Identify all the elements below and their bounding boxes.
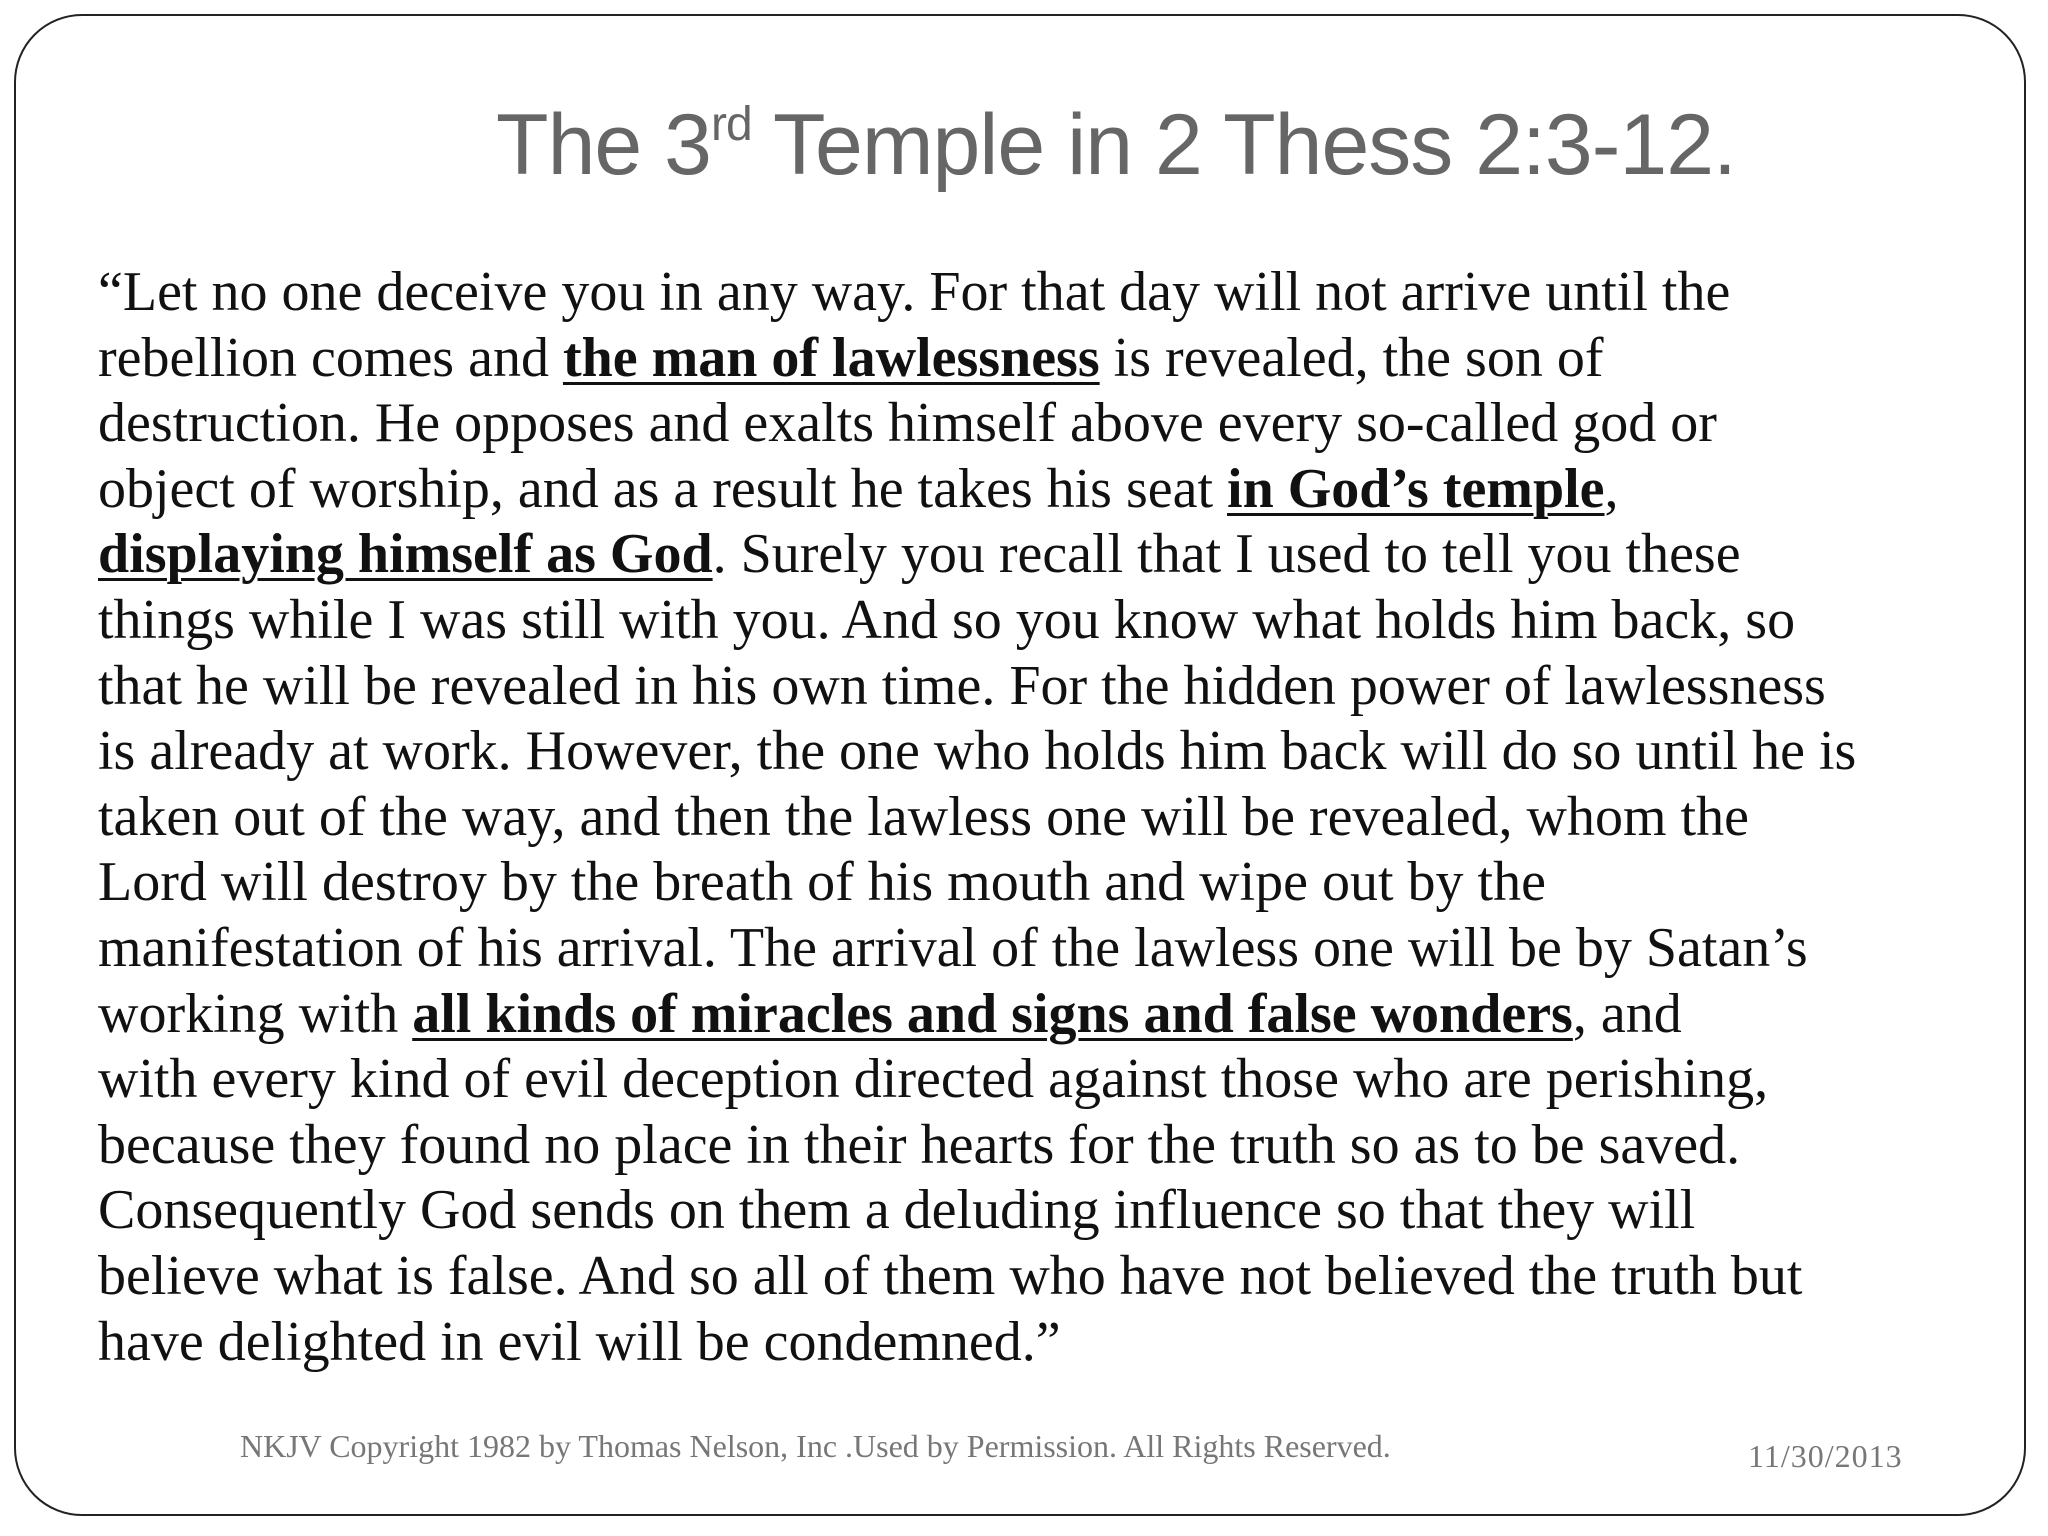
passage-text: rebellion comes and <box>98 326 563 389</box>
passage-text: with every kind of evil deception directed against those who are perishing, <box>98 1048 1769 1111</box>
passage-line <box>98 1113 2038 1179</box>
passage-text: working with <box>98 982 413 1045</box>
passage-line <box>98 850 2038 916</box>
footer-copyright: NKJV Copyright 1982 by Thomas Nelson, Inc .Used by Permission. All Rights Reserved. <box>240 1428 1391 1464</box>
emphasis-displaying-himself: displaying himself as God <box>98 523 713 586</box>
passage-text: have delighted in evil will be condemned.” <box>98 1310 1061 1373</box>
passage-text: that he will be revealed in his own time. For the hidden power of lawlessness <box>98 654 1826 717</box>
passage-line <box>98 916 2038 982</box>
passage-text: , and <box>1572 982 1682 1045</box>
passage-line <box>98 391 2038 457</box>
passage-line <box>98 785 2038 851</box>
scripture-passage <box>98 260 2038 1375</box>
passage-text: destruction. He opposes and exalts himself above every so-called god or <box>98 392 1717 455</box>
emphasis-gods-temple: in God’s temple <box>1227 457 1605 520</box>
passage-line <box>98 1244 2038 1310</box>
passage-line <box>98 1178 2038 1244</box>
slide <box>14 14 2026 1516</box>
passage-text: is already at work. However, the one who holds him back will do so until he is <box>98 720 1857 783</box>
passage-line <box>98 1310 2038 1376</box>
emphasis-man-of-lawlessness: the man of lawlessness <box>562 326 1100 389</box>
passage-line <box>98 719 2038 785</box>
passage-text: things while I was still with you. And so you know what holds him back, so <box>98 588 1796 651</box>
passage-line <box>98 588 2038 654</box>
title-suffix: Temple in 2 Thess 2:3-12. <box>751 97 1736 193</box>
passage-text: manifestation of his arrival. The arrival of the lawless one will be by Satan’s <box>98 916 1808 979</box>
passage-text: is revealed, the son of <box>1099 326 1604 389</box>
passage-text: taken out of the way, and then the lawless one will be revealed, whom the <box>98 785 1749 848</box>
passage-text: “Let no one deceive you in any way. For that day will not arrive until the <box>98 261 1731 323</box>
passage-text: Lord will destroy by the breath of his mouth and wipe out by the <box>98 851 1546 914</box>
passage-line <box>98 1047 2038 1113</box>
passage-text: believe what is false. And so all of them who have not believed the truth but <box>98 1244 1803 1307</box>
passage-line <box>98 982 2038 1048</box>
passage-line <box>98 457 2038 523</box>
passage-line <box>98 260 2038 326</box>
title-superscript: rd <box>710 98 752 151</box>
footer-date: 11/30/2013 <box>1748 1438 1903 1474</box>
passage-text: , <box>1604 457 1619 520</box>
emphasis-miracles-signs-wonders: all kinds of miracles and signs and false wonders <box>412 982 1573 1045</box>
passage-text: . Surely you recall that I used to tell you these <box>712 523 1741 586</box>
title-prefix: The 3 <box>496 97 711 193</box>
passage-line <box>98 326 2038 392</box>
passage-text: object of worship, and as a result he takes his seat <box>98 457 1228 520</box>
slide-title <box>16 96 2048 195</box>
passage-line <box>98 522 2038 588</box>
passage-line <box>98 654 2038 720</box>
passage-text: because they found no place in their hearts for the truth so as to be saved. <box>98 1113 1741 1176</box>
passage-text: Consequently God sends on them a deluding influence so that they will <box>98 1179 1696 1242</box>
